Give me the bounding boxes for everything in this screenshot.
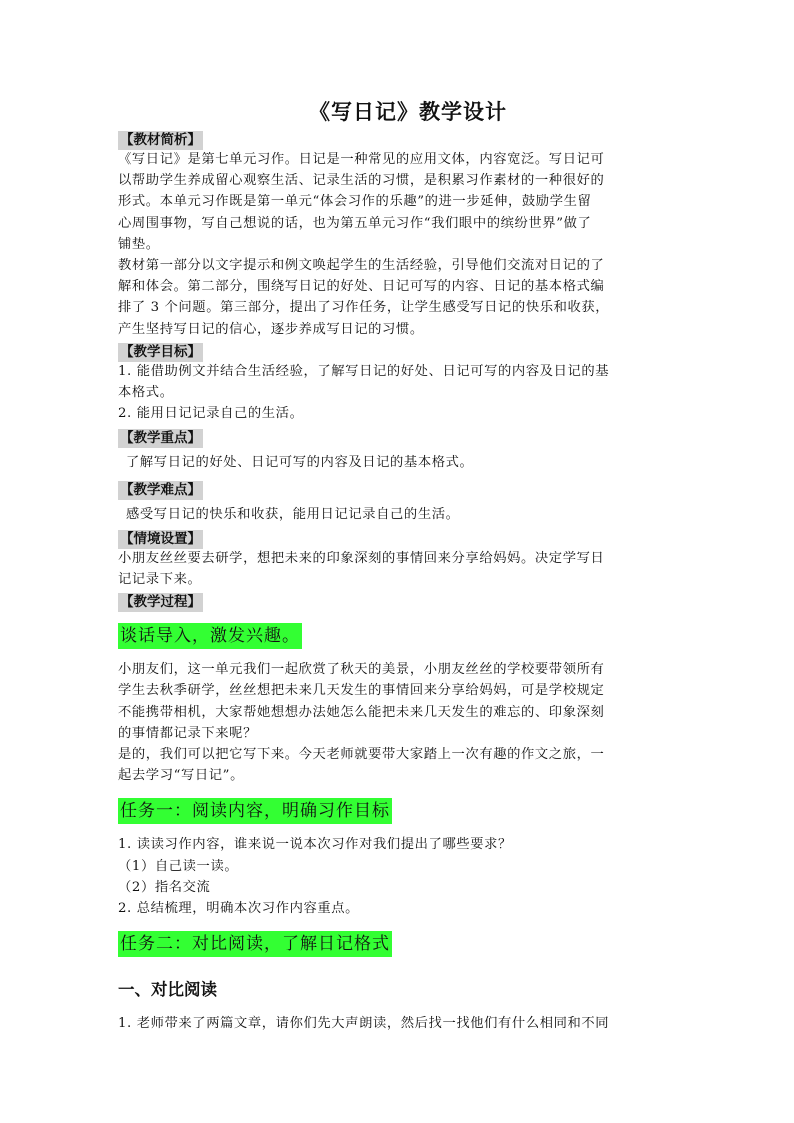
text-line: 解和体会。第二部分，围绕写日记的好处、日记可写的内容、日记的基本格式编 xyxy=(118,279,605,295)
label-process: 【教学过程】 xyxy=(120,594,201,611)
text-line: 1. 读读习作内容，谁来说一说本次习作对我们提出了哪些要求？ xyxy=(118,837,512,853)
scenario-text xyxy=(118,548,678,590)
material-paragraph-1 xyxy=(118,149,678,255)
text-line: 的事情都记录下来呢？ xyxy=(118,725,257,741)
document-content xyxy=(118,96,678,1034)
text-line: 2. 能用日记记录自己的生活。 xyxy=(118,406,304,422)
text-line: 不能携带相机，大家帮她想想办法她怎么能把未来几天发生的难忘的、印象深刻 xyxy=(118,704,605,720)
text-line: 学生去秋季研学，丝丝想把未来几天发生的事情回来分享给妈妈，可是学校规定 xyxy=(118,683,605,699)
text-line: 教材第一部分以文字提示和例文唤起学生的生活经验，引导他们交流对日记的了 xyxy=(118,258,605,274)
section-intro-heading: 谈话导入，激发兴趣。 xyxy=(118,623,302,649)
material-paragraph-2 xyxy=(118,255,678,340)
text-line: （2）指名交流 xyxy=(118,879,211,895)
label-key-points: 【教学重点】 xyxy=(120,430,201,447)
label-goals: 【教学目标】 xyxy=(120,343,201,360)
difficulty-text: 感受写日记的快乐和收获，能用日记记录自己的生活。 xyxy=(126,506,460,522)
subsection-heading: 一、对比阅读 xyxy=(118,980,217,1000)
subsection-text: 1. 老师带来了两篇文章，请你们先大声朗读，然后找一找他们有什么相同和不同 xyxy=(118,1016,610,1032)
text-line: 《写日记》是第七单元习作。日记是一种常见的应用文体，内容宽泛。写日记可 xyxy=(118,152,605,167)
text-line: 产生坚持写日记的信心，逐步养成写日记的习惯。 xyxy=(118,321,424,337)
task-1-heading: 任务一：阅读内容，明确习作目标 xyxy=(118,798,392,824)
label-material: 【教材简析】 xyxy=(120,132,201,148)
text-line: 是的，我们可以把它写下来。今天老师就要带大家踏上一次有趣的作文之旅，一 xyxy=(118,747,605,763)
task-1-text xyxy=(118,834,678,919)
text-line: 起去学习“写日记”。 xyxy=(118,768,244,784)
text-line: 1. 能借助例文并结合生活经验，了解写日记的好处、日记可写的内容及日记的基 xyxy=(118,363,610,379)
text-line: 小朋友丝丝要去研学，想把未来的印象深刻的事情回来分享给妈妈。决定学写日 xyxy=(118,550,605,566)
goals-list xyxy=(118,361,678,425)
label-scenario: 【情境设置】 xyxy=(120,530,201,547)
text-line: 心周围事物，写自己想说的话，也为第五单元习作“我们眼中的缤纷世界”做了 xyxy=(118,215,592,231)
text-line: 小朋友们，这一单元我们一起欣赏了秋天的美景，小朋友丝丝的学校要带领所有 xyxy=(118,662,605,678)
key-points-text: 了解写日记的好处、日记可写的内容及日记的基本格式。 xyxy=(126,455,474,471)
label-difficulty: 【教学难点】 xyxy=(120,481,201,498)
text-line: （1）自己读一读。 xyxy=(118,858,239,874)
task-2-heading: 任务二：对比阅读，了解日记格式 xyxy=(118,931,392,957)
text-line: 本格式。 xyxy=(118,385,174,401)
text-line: 形式。本单元习作既是第一单元“体会习作的乐趣”的进一步延伸，鼓励学生留 xyxy=(118,194,592,210)
text-line: 排了 3 个问题。第三部分，提出了习作任务，让学生感受写日记的快乐和收获， xyxy=(118,300,610,316)
text-line: 以帮助学生养成留心观察生活、记录生活的习惯，是积累习作素材的一种很好的 xyxy=(118,173,605,189)
section-intro-text xyxy=(118,659,678,786)
text-line: 记记录下来。 xyxy=(118,572,202,588)
text-line: 铺垫。 xyxy=(118,236,160,252)
document-title: 《写日记》教学设计 xyxy=(309,100,507,124)
text-line: 2. 总结梳理，明确本次习作内容重点。 xyxy=(118,901,360,917)
